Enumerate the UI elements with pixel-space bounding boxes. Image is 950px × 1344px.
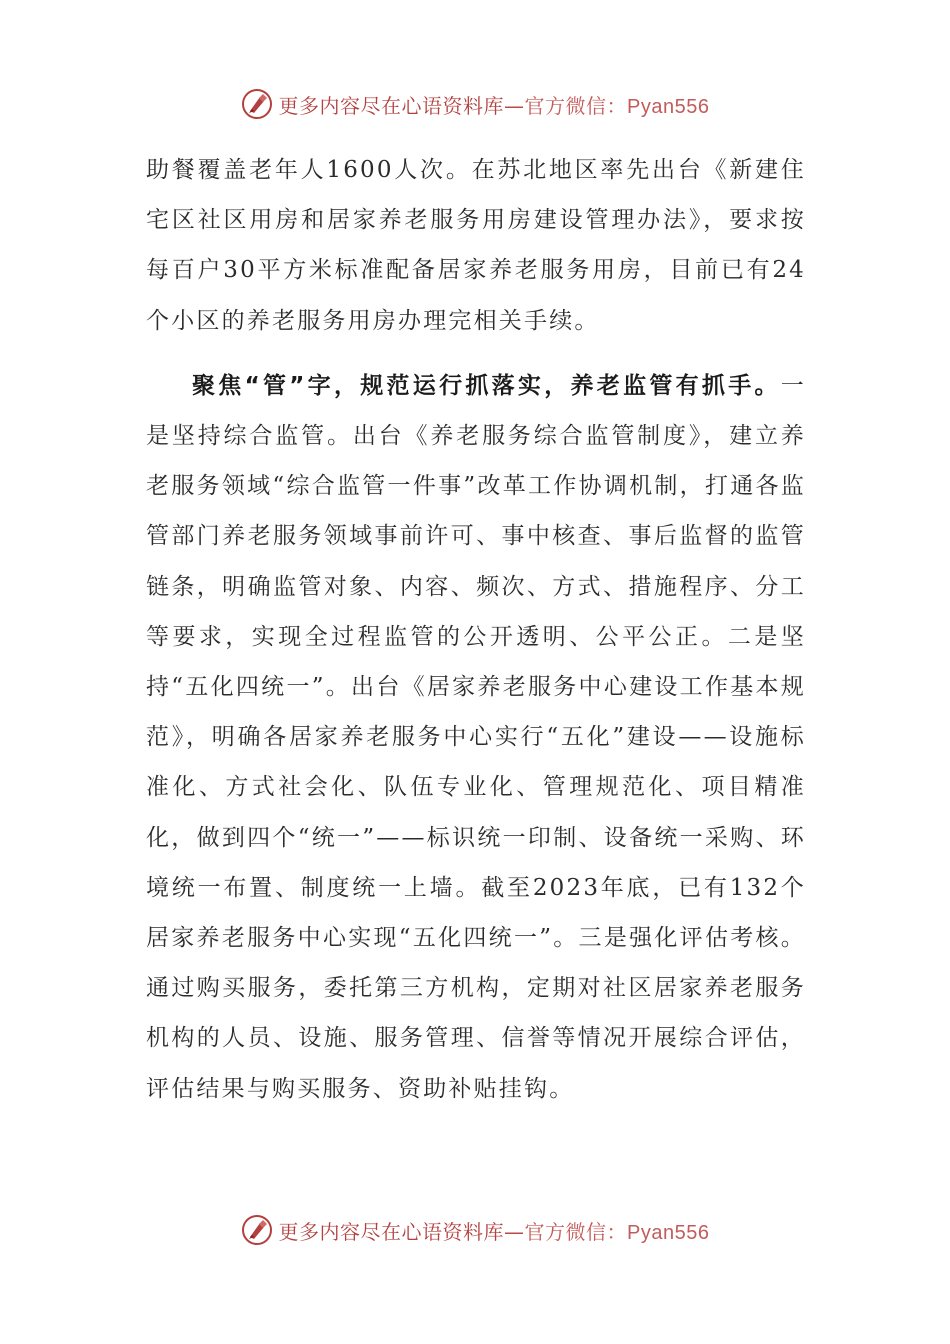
paragraph-1: 助餐覆盖老年人1600人次。在苏北地区率先出台《新建住宅区社区用房和居家养老服务用房建设管理办法》，要求按每百户30平方米标准配备居家养老服务用房，目前已有24个小区的养老服务用房办理完相关手续。: [146, 157, 806, 334]
watermark-dash: —: [504, 1219, 525, 1244]
document-body: [146, 145, 806, 1114]
watermark-main-text: 更多内容尽在心语资料库: [278, 1219, 505, 1244]
watermark-wechat-id: Pyan556: [627, 1221, 710, 1244]
footer-watermark: [0, 1210, 950, 1250]
watermark-text: [279, 1216, 710, 1245]
watermark-main-text: 更多内容尽在心语资料库: [278, 93, 505, 118]
paragraph-2: [146, 361, 806, 1114]
watermark-dash: —: [504, 93, 525, 118]
pen-nib-logo-icon: [241, 1214, 273, 1246]
paragraph-2-body: 一是坚持综合监管。出台《养老服务综合监管制度》，建立养老服务领域“综合监管一件事”改革工作协调机制，打通各监管部门养老服务领域事前许可、事中核查、事后监督的监管链条，明确监管对象、内容、频次、方式、措施程序、分工等要求，实现全过程监管的公开透明、公平公正。二是坚持“五化四统一”。出台《居家养老服务中心建设工作基本规范》，明确各居家养老服务中心实行“五化”建设——设施标准化、方式社会化、队伍专业化、管理规范化、项目精准化，做到四个“统一”——标识统一印制、设备统一采购、环境统一布置、制度统一上墙。截至2023年底，已有132个居家养老服务中心实现“五化四统一”。三是强化评估考核。通过购买服务，委托第三方机构，定期对社区居家养老服务机构的人员、设施、服务管理、信誉等情况开展综合评估，评估结果与购买服务、资助补贴挂钩。: [146, 372, 806, 1102]
header-watermark: [0, 84, 950, 124]
paragraph-2-heading: 聚焦“管”字，规范运行抓落实，养老监管有抓手。: [192, 372, 781, 399]
watermark-wechat-label: 官方微信：: [524, 1219, 628, 1244]
watermark-wechat-id: Pyan556: [627, 95, 710, 118]
pen-nib-logo-icon: [241, 88, 273, 120]
watermark-text: [279, 90, 710, 119]
watermark-wechat-label: 官方微信：: [524, 93, 628, 118]
